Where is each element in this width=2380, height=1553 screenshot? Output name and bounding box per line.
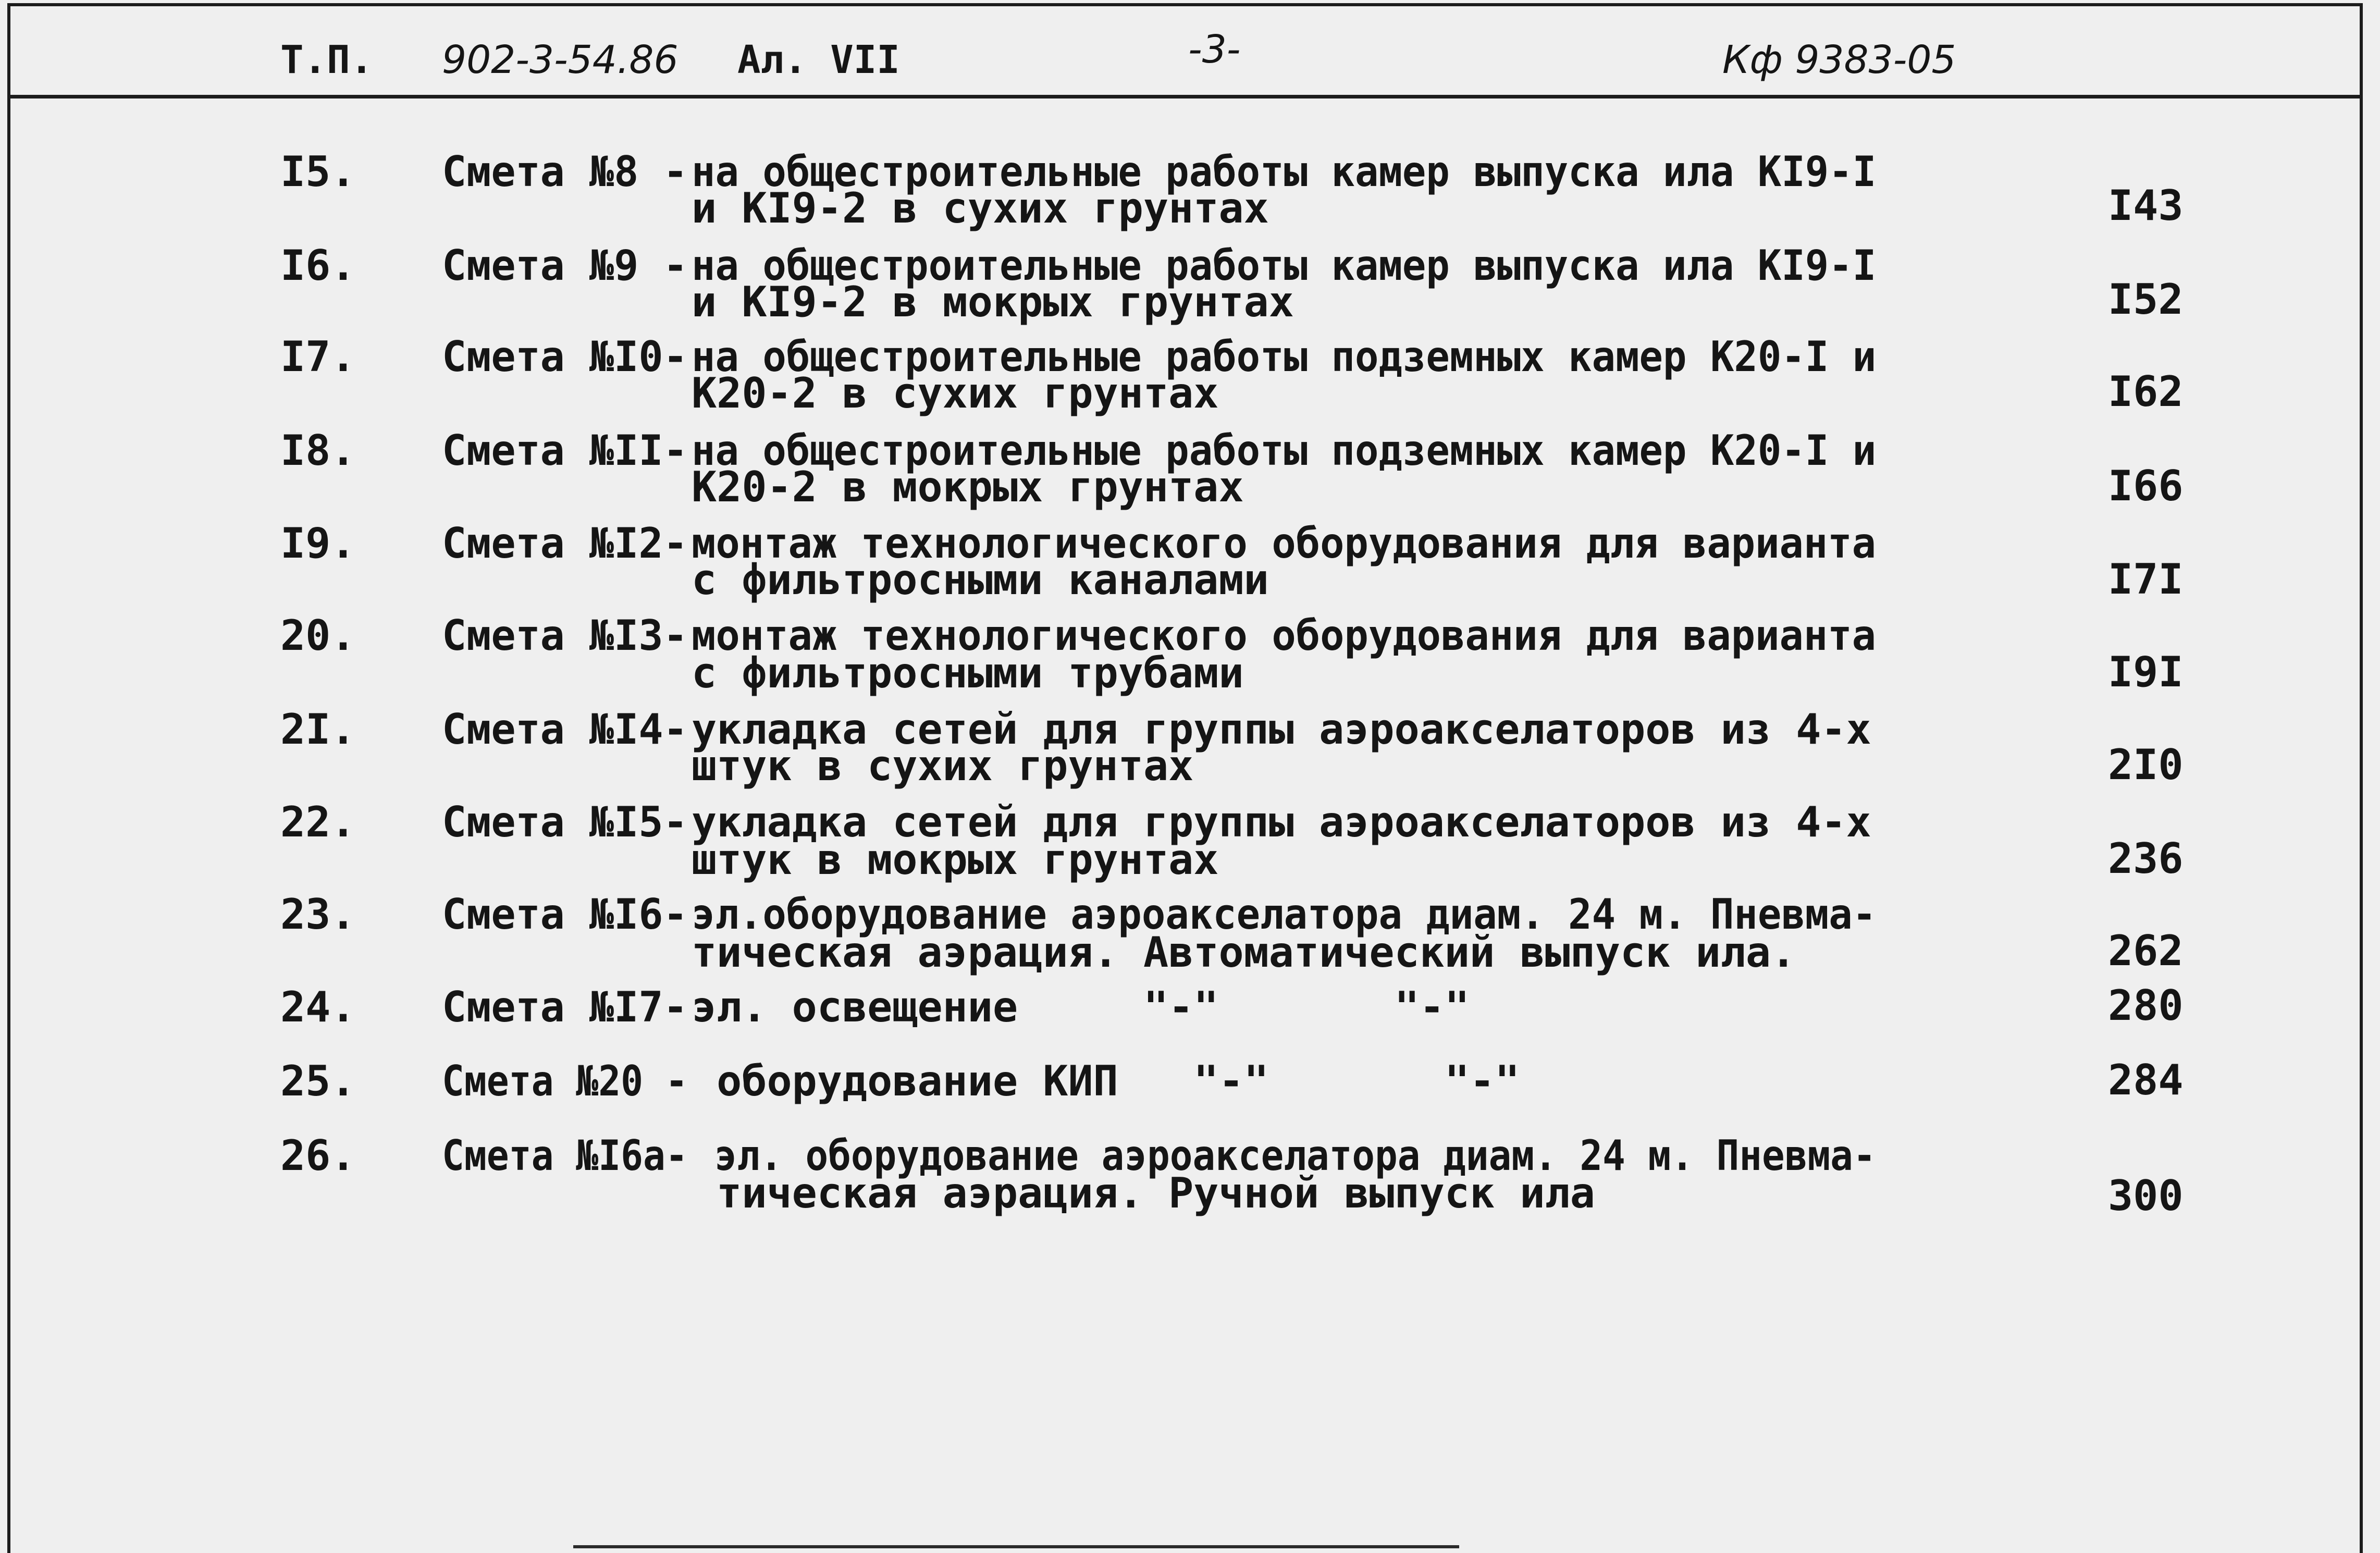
estimate-title-line2: штук в мокрых грунтах xyxy=(692,835,1219,884)
estimate-label: Смета №I0- xyxy=(442,332,688,381)
estimate-label: Смета №I2- xyxy=(442,519,688,568)
estimate-title-line1: на общестроительные работы камер выпуска ила КI9-I xyxy=(692,241,1877,290)
page-ref: I9I xyxy=(2108,648,2184,696)
row-number: 24. xyxy=(280,983,356,1031)
estimate-title-line1: эл.оборудование аэроакселатора диам. 24 м. Пневма- xyxy=(692,890,1877,939)
row-number: 22. xyxy=(280,798,356,846)
header-rule xyxy=(7,95,2363,98)
row-number: I6. xyxy=(280,241,356,290)
estimate-label: Смета №I3- xyxy=(442,611,688,660)
row-number: 25. xyxy=(280,1057,356,1105)
page-ref: 300 xyxy=(2108,1172,2184,1220)
estimate-title-line1: на общестроительные работы камер выпуска ила КI9-I xyxy=(692,147,1877,196)
row-number: I8. xyxy=(280,426,356,475)
album-number: Ал. VII xyxy=(737,38,900,82)
document-code: Кф 9383-05 xyxy=(1722,38,1956,82)
page-ref: I7I xyxy=(2108,555,2184,603)
row-number: 2I. xyxy=(280,705,356,754)
row-number: I5. xyxy=(280,147,356,196)
estimate-title-line1: монтаж технологического оборудования для варианта xyxy=(692,519,1877,568)
estimate-label: Смета №I5- xyxy=(442,798,688,846)
estimate-title-line2: тическая аэрация. Автоматический выпуск ила. xyxy=(692,928,1796,977)
estimate-title-line2: с фильтросными трубами xyxy=(692,649,1244,697)
estimate-title-line1: укладка сетей для группы аэроакселаторов из 4-х xyxy=(692,705,1871,754)
row-number: 23. xyxy=(280,890,356,939)
estimate-label: Смета №I6а- xyxy=(442,1131,688,1180)
page-ref: I43 xyxy=(2108,181,2184,230)
row-number: I9. xyxy=(280,519,356,568)
estimate-title-line1: оборудование КИП "-" "-" xyxy=(692,1057,1520,1105)
estimate-title-line2: и КI9-2 в мокрых грунтах xyxy=(692,278,1294,326)
page-number: -3- xyxy=(1188,27,1241,72)
estimate-title-line2: К20-2 в сухих грунтах xyxy=(692,369,1219,417)
row-number: 20. xyxy=(280,611,356,660)
estimate-title-line1: монтаж технологического оборудования для варианта xyxy=(692,611,1877,660)
estimate-label: Смета №8 - xyxy=(442,147,688,196)
estimate-label: Смета №I6- xyxy=(442,890,688,939)
estimate-label: Смета №9 - xyxy=(442,241,688,290)
project-code: 902-3-54.86 xyxy=(442,38,679,82)
page-ref: 2I0 xyxy=(2108,741,2184,789)
tp-label: Т.П. xyxy=(280,38,374,82)
estimate-title-line1: на общестроительные работы подземных камер К20-I и xyxy=(692,332,1877,381)
estimate-title-line1: на общестроительные работы подземных камер К20-I и xyxy=(692,426,1877,475)
page-ref: I52 xyxy=(2108,275,2184,324)
estimate-title-line1: эл. оборудование аэроакселатора диам. 24 м. Пневма- xyxy=(692,1131,1876,1180)
page-ref: 262 xyxy=(2108,927,2184,975)
estimate-label: Смета №20 - xyxy=(442,1057,688,1105)
estimate-title-line1: укладка сетей для группы аэроакселаторов из 4-х xyxy=(692,798,1871,846)
page-ref: I66 xyxy=(2108,462,2184,510)
row-number: I7. xyxy=(280,332,356,381)
page-ref: 280 xyxy=(2108,981,2184,1030)
page-bottom-edge xyxy=(573,1545,1459,1548)
page-ref: 284 xyxy=(2108,1056,2184,1104)
estimate-title-line2: тическая аэрация. Ручной выпуск ила xyxy=(692,1169,1595,1217)
estimate-title-line2: К20-2 в мокрых грунтах xyxy=(692,463,1244,511)
estimate-label: Смета №I4- xyxy=(442,705,688,754)
estimate-label: Смета №II- xyxy=(442,426,688,475)
estimate-title-line2: штук в сухих грунтах xyxy=(692,742,1194,790)
estimate-label: Смета №I7- xyxy=(442,983,688,1031)
page-ref: I62 xyxy=(2108,367,2184,416)
page-ref: 236 xyxy=(2108,834,2184,883)
row-number: 26. xyxy=(280,1131,356,1180)
estimate-title-line2: с фильтросными каналами xyxy=(692,556,1269,604)
estimate-title-line2: и КI9-2 в сухих грунтах xyxy=(692,184,1269,232)
estimate-title-line1: эл. освещение "-" "-" xyxy=(692,983,1470,1031)
